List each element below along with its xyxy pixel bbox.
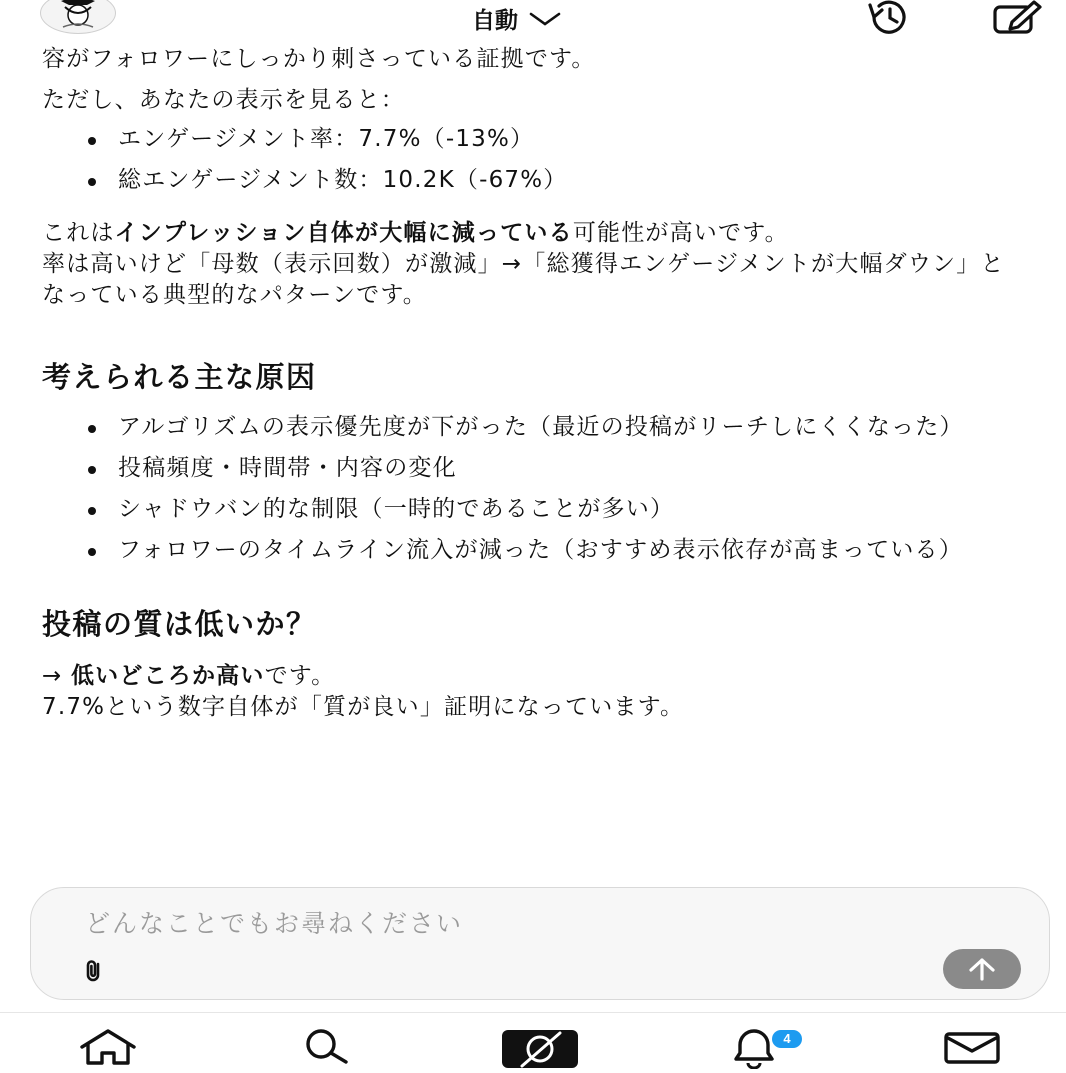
bottom-navigation bbox=[0, 1012, 1066, 1067]
quality-emphasis: 低いどころか高い bbox=[70, 663, 265, 689]
grok-icon bbox=[502, 1030, 578, 1068]
response-content bbox=[42, 44, 1012, 723]
analysis-suffix: 可能性が高いです。 bbox=[572, 220, 789, 246]
mode-selector[interactable] bbox=[472, 2, 562, 35]
paperclip-icon bbox=[79, 956, 109, 986]
list-item: フォロワーのタイムライン流入が減った（おすすめ表示依存が高まっている） bbox=[118, 535, 1012, 566]
causes-list bbox=[42, 412, 1012, 566]
list-item: 投稿頻度・時間帯・内容の変化 bbox=[118, 453, 1012, 484]
list-item: シャドウバン的な制限（一時的であることが多い） bbox=[118, 494, 1012, 525]
chat-input-box[interactable] bbox=[30, 887, 1050, 1000]
pattern-paragraph: 率は高いけど「母数（表示回数）が激減」→「総獲得エンゲージメントが大幅ダウン」となっている典型的なパターンです。 bbox=[42, 251, 1005, 308]
chat-input-placeholder[interactable]: どんなことでもお尋ねください bbox=[85, 909, 464, 938]
analysis-paragraph bbox=[42, 218, 1012, 249]
nav-messages[interactable] bbox=[942, 1029, 1006, 1069]
quality-heading: 投稿の質は低いか？ bbox=[42, 607, 317, 641]
however-text: ただし、あなたの表示を見ると： bbox=[42, 87, 405, 113]
list-item: アルゴリズムの表示優先度が下がった（最近の投稿がリーチしにくくなった） bbox=[118, 412, 1012, 443]
list-item: 総エンゲージメント数：10.2K（-67%） bbox=[118, 165, 1012, 196]
arrow-text: → bbox=[42, 663, 71, 689]
analysis-prefix: これは bbox=[42, 220, 115, 246]
send-button[interactable] bbox=[943, 949, 1021, 989]
avatar[interactable] bbox=[40, 0, 116, 34]
arrow-up-icon bbox=[965, 956, 999, 982]
analysis-emphasis: インプレッション自体が大幅に減っている bbox=[114, 220, 573, 246]
mail-icon bbox=[942, 1029, 1002, 1069]
history-button[interactable] bbox=[862, 0, 918, 34]
home-icon bbox=[78, 1029, 138, 1069]
new-chat-button[interactable] bbox=[990, 0, 1044, 34]
nav-search[interactable] bbox=[294, 1029, 358, 1069]
attach-button[interactable] bbox=[79, 956, 109, 986]
mode-label: 自動 bbox=[472, 8, 518, 34]
nav-grok[interactable] bbox=[502, 1030, 578, 1068]
quality-paragraph: 7.7%という数字自体が「質が良い」証明になっています。 bbox=[42, 694, 685, 720]
causes-heading: 考えられる主な原因 bbox=[42, 360, 317, 394]
search-icon bbox=[294, 1029, 354, 1069]
nav-home[interactable] bbox=[78, 1029, 142, 1069]
list-item: エンゲージメント率：7.7%（-13%） bbox=[118, 124, 1012, 155]
compose-icon bbox=[990, 0, 1044, 34]
avatar-illustration-icon bbox=[41, 0, 115, 33]
top-bar bbox=[0, 0, 1066, 36]
quality-answer bbox=[42, 661, 1012, 692]
intro-text: 容がフォロワーにしっかり刺さっている証拠です。 bbox=[42, 46, 596, 72]
chevron-down-icon bbox=[528, 11, 562, 27]
notification-badge: 4 bbox=[772, 1030, 802, 1048]
metrics-list bbox=[42, 124, 1012, 196]
history-icon bbox=[862, 0, 918, 34]
quality-suffix: です。 bbox=[264, 663, 336, 689]
